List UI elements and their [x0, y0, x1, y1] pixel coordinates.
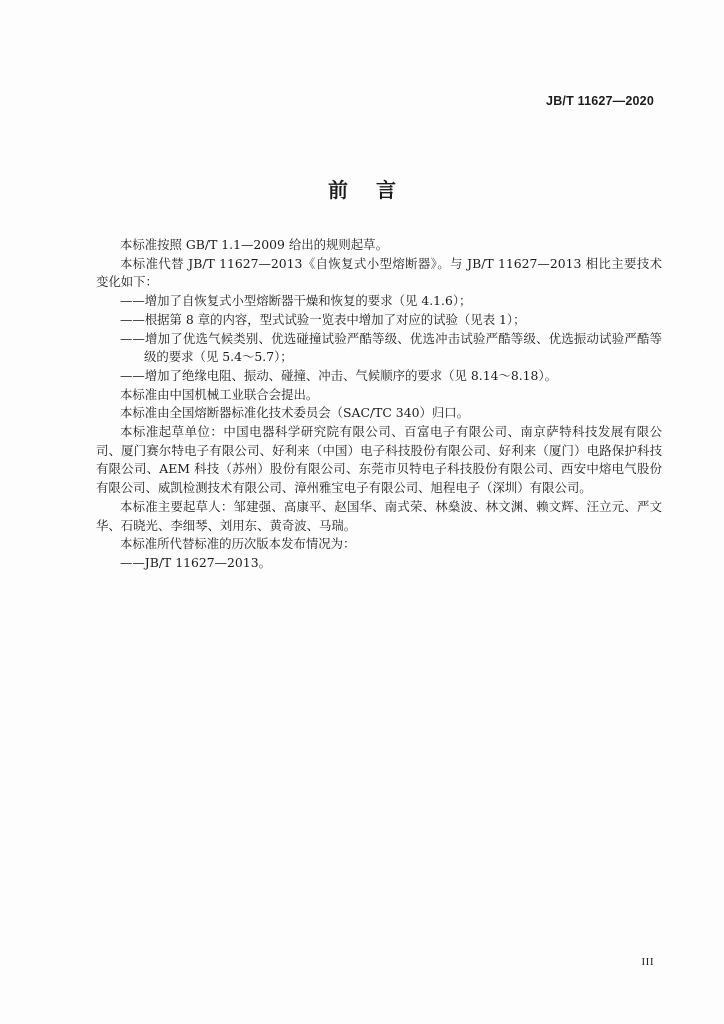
- paragraph-history: 本标准所代替标准的历次版本发布情况为：: [120, 536, 356, 552]
- history-item: ——JB/T 11627—2013。: [120, 554, 271, 570]
- change-item-insulation: ——增加了绝缘电阻、振动、碰撞、冲击、气候顺序的要求（见 8.14～8.18）。: [120, 367, 558, 383]
- title-char-left: 前: [328, 178, 348, 202]
- paragraph-proposed-by: 本标准由中国机械工业联合会提出。: [120, 386, 319, 402]
- foreword-body: [96, 236, 662, 573]
- change-item-severity: ——增加了优选气候类别、优选碰撞试验严酷等级、优选冲击试验严酷等级、优选振动试验严酷等级的要求（见 5.4～5.7）；: [120, 330, 662, 365]
- paragraph-centralized-by: 本标准由全国熔断器标准化技术委员会（SAC/TC 340）归口。: [120, 405, 470, 421]
- page-number: III: [641, 956, 654, 968]
- paragraph-drafting-units: 本标准起草单位：中国电器科学研究院有限公司、百富电子有限公司、南京萨特科技发展有限公司、厦门赛尔特电子有限公司、好利来（中国）电子科技股份有限公司、好利来（厦门）电路保护科技有限公司、AEM 科技（苏州）股份有限公司、东莞市贝特电子科技股份有限公司、西安中熔电气股份有限公司、威凯检测技术有限公司、漳州雅宝电子有限公司、旭程电子（深圳）有限公司。: [96, 424, 662, 496]
- standard-number: JB/T 11627—2020: [546, 94, 654, 108]
- paragraph-drafters: 本标准主要起草人：邹建强、高康平、赵国华、南式荣、林燊波、林文渊、赖文辉、汪立元、严文华、石晓光、李细琴、刘用东、黄奇波、马瑞。: [96, 498, 662, 533]
- paragraph-replaces: 本标准代替 JB/T 11627—2013《自恢复式小型熔断器》。与 JB/T 11627—2013 相比主要技术变化如下：: [96, 255, 662, 290]
- change-item-drying: ——增加了自恢复式小型熔断器干燥和恢复的要求（见 4.1.6）；: [120, 293, 472, 309]
- paragraph-drafting-rules: 本标准按照 GB/T 1.1—2009 给出的规则起草。: [120, 237, 388, 252]
- title-char-right: 言: [376, 178, 396, 202]
- change-item-type-tests: ——根据第 8 章的内容，型式试验一览表中增加了对应的试验（见表 1）；: [120, 311, 526, 327]
- page-title: [0, 174, 724, 203]
